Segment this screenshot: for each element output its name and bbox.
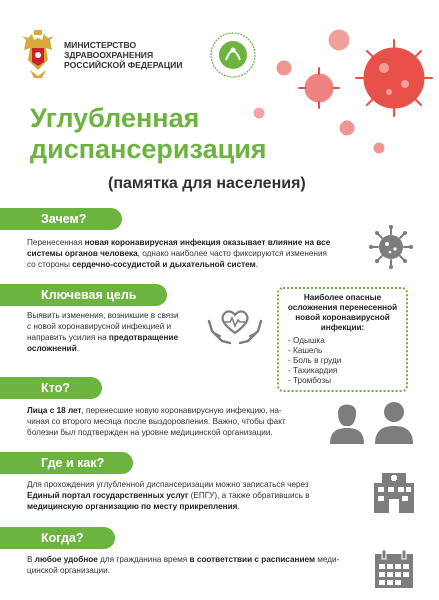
section-text-when: В любое удобное для гражданина время в соответствии с расписанием меди- цинской организации. <box>27 555 340 575</box>
section-heading-who: Кто? <box>27 377 102 399</box>
list-item: - Боль в груди <box>285 356 400 366</box>
heart-in-hands-icon <box>206 303 264 347</box>
complications-title: Наиболее опасные осложнения перенесенной новой коронавирусной инфекции: <box>287 293 398 332</box>
list-item: - Тахикардия <box>285 366 400 376</box>
complications-list <box>285 336 400 386</box>
section-text-why: Перенесенная новая коронавирусная инфекция оказывает влияние на все системы органов человека, однако наиболее часто фиксируются изменения со стороны сердечно-сосудистой и дыхательной систем. <box>27 238 331 269</box>
hospital-icon <box>372 471 416 513</box>
page-title: Углубленная диспансеризация <box>30 103 267 164</box>
people-icon <box>328 398 416 444</box>
section-text-where: Для прохождения углубленной диспансеризации можно записаться через Единый портал государственных услуг (ЕПГУ), а также обратившись в медицинскую организацию по месту прикрепления. <box>27 480 310 511</box>
complications-box <box>277 287 408 392</box>
section-text-who: Лица с 18 лет, перенесшие новую коронавирусную инфекцию, на- чиная со второго месяца после выздоровления. Важно, чтобы факт болезни был подтвержден на уровне медицинской организации. <box>27 406 286 437</box>
coat-of-arms-icon <box>18 30 58 80</box>
list-item: - Тромбозы <box>285 376 400 386</box>
coronavirus-icon <box>368 224 414 270</box>
section-heading-where: Где и как? <box>27 452 133 474</box>
section-heading-when: Когда? <box>27 527 115 549</box>
calendar-icon <box>373 548 415 590</box>
list-item: - Одышка <box>285 336 400 346</box>
section-text-goal: Выявить изменения, возникшие в связи с новой коронавирусной инфекцией и направить усилия на предотвращение осложнений. <box>27 311 179 353</box>
ministry-name: МИНИСТЕРСТВО ЗДРАВООХРАНЕНИЯ РОССИЙСКОЙ ФЕДЕРАЦИИ <box>64 40 183 70</box>
section-heading-goal: Ключевая цель <box>27 284 167 306</box>
page-subtitle: (памятка для населения) <box>108 175 306 192</box>
section-heading-why: Зачем? <box>27 208 122 230</box>
header <box>18 30 258 82</box>
list-item: - Кашель <box>285 346 400 356</box>
